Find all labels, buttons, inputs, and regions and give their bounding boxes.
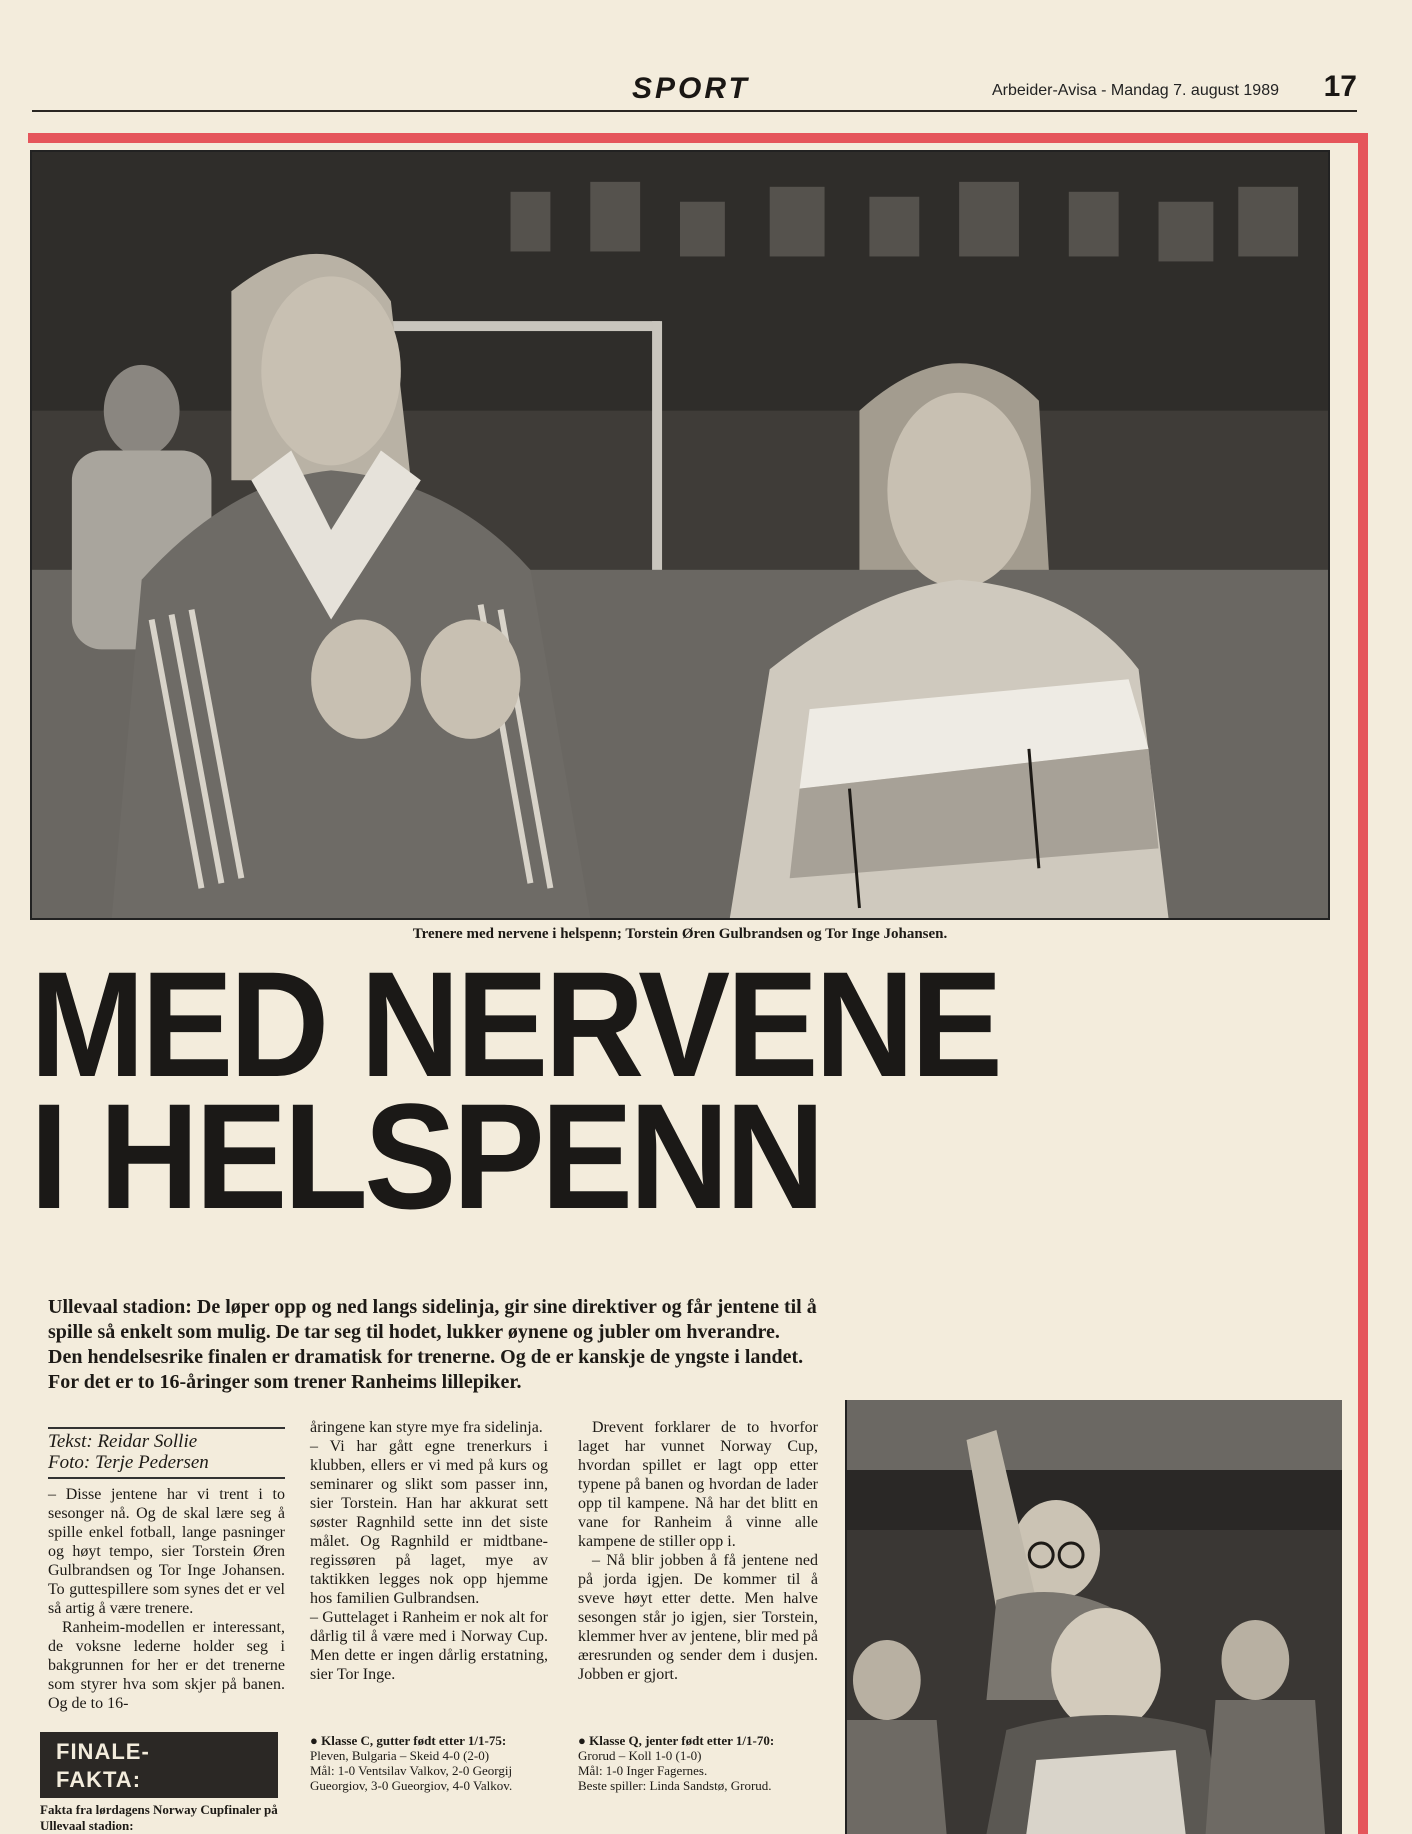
result-block	[310, 1733, 548, 1793]
result-line: Grorud – Koll 1-0 (1-0)	[578, 1748, 702, 1763]
section-name: SPORT	[632, 72, 750, 105]
result-block	[578, 1733, 818, 1793]
main-photo-image	[32, 152, 1328, 918]
red-frame-right	[1358, 133, 1368, 1834]
second-photo-image	[847, 1400, 1342, 1834]
page-number: 17	[1323, 70, 1357, 103]
headline-line-1: MED NERVENE	[30, 940, 1000, 1108]
result-line: Mål: 1-0 Inger Fagernes.	[578, 1763, 708, 1778]
main-photo	[30, 150, 1330, 920]
red-frame-top	[28, 133, 1368, 143]
paragraph: – Guttelaget i Ranheim er nok alt for dårlig til å være med i Norway Cup. Men dette er ingen dårlig erstatning, sier Tor Inge.	[310, 1609, 548, 1683]
lead-paragraph: Ullevaal stadion: De løper opp og ned langs sidelinja, gir sine direktiver og får jentene til å spille så enkelt som mulig. De tar seg til hodet, lukker øynene og jubler om hverandre. Den hendelsesrike finalen er dramatisk for trenerne. Og de er kanskje de yngste i landet. For det er to 16-åringer som trener Ranheims lillepiker.	[48, 1296, 817, 1393]
fakta-intro: Fakta fra lørdagens Norway Cupfinaler på Ullevaal stadion:	[40, 1802, 278, 1833]
paragraph: – Nå blir jobben å få jentene ned på jorda igjen. De kommer til å sveve høyt etter dette. Men halve sesongen står jo igjen, sier Torstein, klemmer hver av jentene, blir med på æresrunden og sender dem i dusjen. Jobben er gjort.	[578, 1552, 818, 1683]
fakta-box	[40, 1732, 278, 1798]
page-header	[32, 68, 1357, 112]
result-class: ● Klasse C, gutter født etter 1/1-75:	[310, 1733, 507, 1748]
result-class: ● Klasse Q, jenter født etter 1/1-70:	[578, 1733, 775, 1748]
byline-photo: Foto: Terje Pedersen	[48, 1452, 209, 1473]
paragraph: åringene kan styre mye fra sidelinja.	[310, 1419, 543, 1436]
headline-line-2: I HELSPENN	[30, 1072, 822, 1240]
main-photo-caption: Trenere med nervene i helspenn; Torstein Øren Gulbrandsen og Tor Inge Johansen.	[412, 926, 948, 942]
paragraph: Ranheim-modellen er interessant, de voksne lederne holder seg i bakgrunnen for her er det trenerne som styrer hva som skjer på banen. Og de to 16-	[48, 1619, 285, 1712]
fakta-title-line-1: FINALE-	[56, 1739, 150, 1764]
paragraph: Drevent forklarer de to hvorfor laget har vunnet Norway Cup, hvordan spillet er lagt opp etter typene på banen og hvordan de lader opp til kampene. Nå har det blitt en vane for Ranheim å vinne alle kampene de stiller opp i.	[578, 1419, 818, 1550]
byline-text: Tekst: Reidar Sollie	[48, 1431, 198, 1452]
byline	[48, 1427, 285, 1479]
result-line: Beste spiller: Linda Sandstø, Grorud.	[578, 1778, 772, 1793]
edition-line: Arbeider-Avisa - Mandag 7. august 1989	[992, 82, 1279, 99]
headline	[30, 940, 1235, 1240]
article-column-1	[48, 1427, 285, 1713]
result-line: Mål: 1-0 Ventsilav Valkov, 2-0 Georgij Gueorgiov, 3-0 Gueorgiov, 4-0 Valkov.	[310, 1763, 513, 1793]
paragraph: – Disse jentene har vi trent i to sesonger nå. Og de skal lære seg å spille enkel fotball, lange pasninger og høyt tempo, sier Torstein Øren Gulbrandsen og Tor Inge Johansen. To guttespillere som synes det er vel så artig å være trenere.	[48, 1486, 285, 1617]
article-column-3	[578, 1418, 818, 1684]
article-column-2	[310, 1418, 548, 1684]
paragraph: – Vi har gått egne trenerkurs i klubben, ellers er vi med på kurs og seminarer og slikt som passer inn, sier Torstein. Han har akkurat sett søster Ragnhild sette inn det siste målet. Og Ragnhild er midtbane-regissøren på laget, mye av taktikken legges nok opp hjemme hos familien Gulbrandsen.	[310, 1438, 548, 1607]
result-line: Pleven, Bulgaria – Skeid 4-0 (2-0)	[310, 1748, 490, 1763]
second-photo	[845, 1400, 1342, 1834]
fakta-title-line-2: FAKTA:	[56, 1767, 142, 1792]
